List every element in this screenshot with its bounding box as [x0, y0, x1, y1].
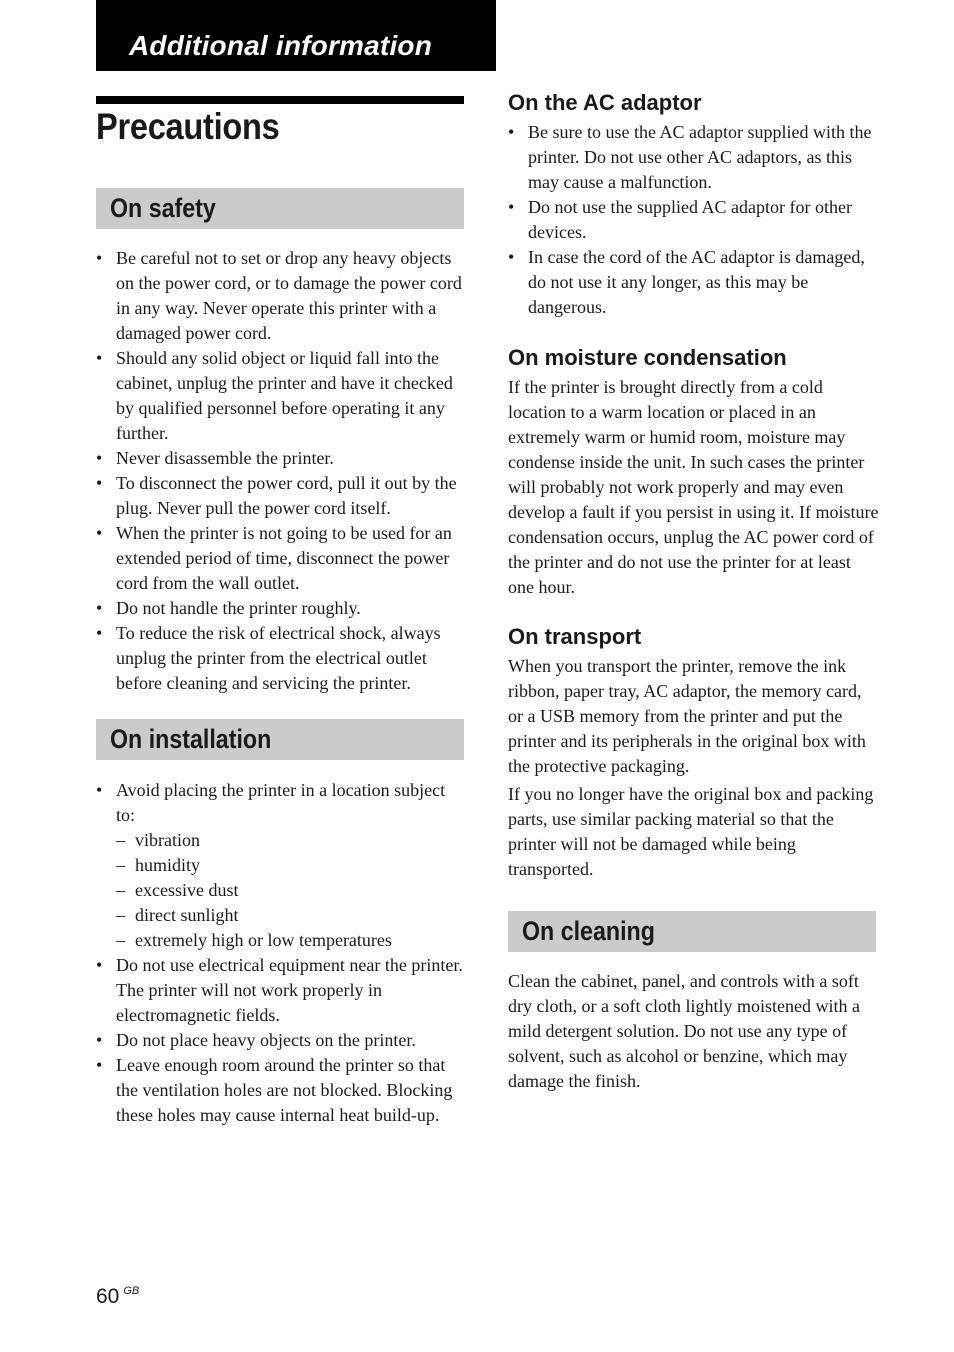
on-cleaning-heading-band	[508, 911, 876, 952]
sub-list-item: – direct sunlight	[116, 903, 466, 928]
on-installation-heading: On installation	[110, 724, 272, 754]
on-cleaning-section	[508, 969, 880, 1094]
on-moisture-section	[508, 344, 880, 600]
list-item: • Should any solid object or liquid fall into the cabinet, unplug the printer and have it checked by qualified personnel before operating it any further.	[96, 346, 466, 446]
list-item: • Never disassemble the printer.	[96, 446, 466, 471]
region-code: GB	[123, 1285, 140, 1297]
sub-list-item: – humidity	[116, 853, 466, 878]
on-ac-adaptor-section	[508, 89, 880, 320]
list-item: • When the printer is not going to be used for an extended period of time, disconnect the power cord from the wall outlet.	[96, 521, 466, 596]
page-title: Precautions	[96, 106, 280, 147]
on-moisture-text: If the printer is brought directly from a cold location to a warm location or placed in an extremely warm or humid room, moisture may condense inside the unit. In such cases the printer will probably not work properly and may even develop a fault if you persist in using it. If moisture condensation occurs, unplug the AC power cord of the printer and do not use the printer for at least one hour.	[508, 377, 879, 597]
list-item: • Do not place heavy objects on the printer.	[96, 1028, 466, 1053]
on-cleaning-heading: On cleaning	[522, 916, 655, 946]
list-item: • Be careful not to set or drop any heavy objects on the power cord, or to damage the power cord in any way. Never operate this printer with a damaged power cord.	[96, 246, 466, 346]
on-transport-para-1: When you transport the printer, remove the ink ribbon, paper tray, AC adaptor, the memory card, or a USB memory from the printer and put the printer and its peripherals in the original box with the protective packaging.	[508, 656, 866, 776]
list-item: • Be sure to use the AC adaptor supplied with the printer. Do not use other AC adaptors, as this may cause a malfunction.	[508, 120, 880, 195]
on-transport-section	[508, 623, 880, 882]
list-item: • In case the cord of the AC adaptor is damaged, do not use it any longer, as this may be dangerous.	[508, 245, 880, 320]
on-moisture-heading: On moisture condensation	[508, 345, 787, 370]
page-number	[96, 1278, 139, 1310]
page-number-value: 60	[96, 1285, 120, 1308]
on-safety-list	[96, 246, 466, 696]
list-item: • Do not handle the printer roughly.	[96, 596, 466, 621]
title-rule	[96, 96, 464, 104]
sub-list-item: – excessive dust	[116, 878, 466, 903]
on-transport-heading: On transport	[508, 624, 642, 649]
list-item: • Do not use electrical equipment near the printer. The printer will not work properly in electromagnetic fields.	[96, 953, 466, 1028]
list-item	[96, 778, 466, 953]
on-cleaning-text: Clean the cabinet, panel, and controls with a soft dry cloth, or a soft cloth lightly moistened with a mild detergent solution. Do not use any type of solvent, such as alcohol or benzine, which may damage the finish.	[508, 971, 860, 1091]
section-tab	[96, 0, 496, 71]
list-item: • To reduce the risk of electrical shock, always unplug the printer from the electrical outlet before cleaning and servicing the printer.	[96, 621, 466, 696]
list-item: • To disconnect the power cord, pull it out by the plug. Never pull the power cord itself.	[96, 471, 466, 521]
list-item: • Do not use the supplied AC adaptor for other devices.	[508, 195, 880, 245]
sub-list-item: – extremely high or low temperatures	[116, 928, 466, 953]
on-installation-heading-band	[96, 719, 464, 760]
on-safety-heading-band	[96, 188, 464, 229]
list-item: • Leave enough room around the printer so that the ventilation holes are not blocked. Blocking these holes may cause internal heat build-up.	[96, 1053, 466, 1128]
list-item-text: Avoid placing the printer in a location subject to:	[116, 780, 446, 825]
on-safety-heading: On safety	[110, 193, 216, 223]
on-transport-para-2: If you no longer have the original box and packing parts, use similar packing material so that the printer will not be damaged while being transported.	[508, 784, 874, 879]
on-installation-list	[96, 778, 466, 1128]
on-ac-adaptor-heading: On the AC adaptor	[508, 90, 702, 115]
section-tab-label: Additional information	[129, 30, 433, 61]
sub-list-item: – vibration	[116, 828, 466, 853]
